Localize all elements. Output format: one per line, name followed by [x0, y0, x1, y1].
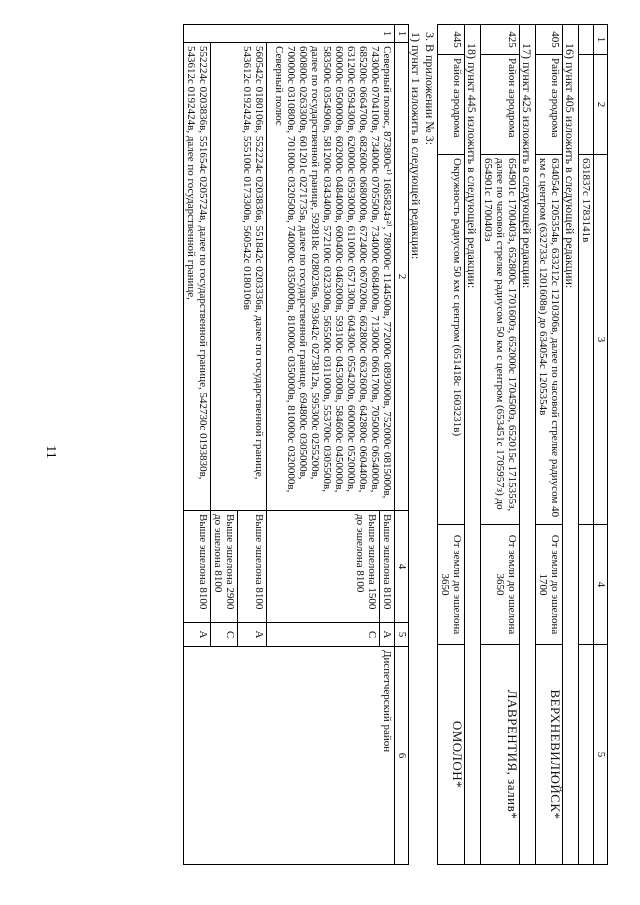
table1-col-header: 4: [594, 525, 608, 645]
airspace-table-1: [437, 24, 608, 865]
table-row: [481, 25, 520, 865]
rotated-page-content: [88, 24, 608, 864]
section-heading: 17) пункт 425 изложить в следующей редакции:: [520, 25, 536, 865]
table1-col-header: 2: [594, 55, 608, 155]
item-number: 405: [536, 25, 563, 55]
airfield-name: ВЕРХНЕВИЛЮЙСК*: [536, 645, 563, 865]
airfield-name: ЛАВРЕНТИЯ, залив*: [481, 645, 520, 865]
table1-header-row: [594, 25, 608, 865]
section-heading-row: [465, 25, 481, 865]
altitude-cell: Выше эшелона 2900 до эшелона 8100: [211, 511, 238, 623]
table-row: [380, 25, 395, 865]
section-title: 3. В приложении № 3:: [423, 32, 437, 146]
table-row: [438, 25, 465, 865]
coords-cell: 654901с 1700403з, 652800с 1701600з, 652000с 1704500з, 652015с 1715355з, далее по часовой стрелке радиусом 50 км с центром (653451с 1705957з) до 654901с 1700403з: [481, 155, 520, 525]
section-heading: 18) пункт 445 изложить в следующей редакции:: [465, 25, 481, 865]
page-number: 11: [43, 445, 58, 459]
table-row: [579, 25, 594, 865]
table1-col-header: 1: [594, 25, 608, 55]
item-number: 1: [184, 25, 395, 43]
table-row: [536, 25, 563, 865]
coords-cell: 634054с 1205354в, 633212с 1210306в, далее по часовой стрелке радиусом 40 км с центром (632733с 1201608в) до 634054с 1205354в: [536, 155, 563, 525]
coords-cell: 631837с 1783141в: [579, 155, 594, 525]
zone-name: Район аэродрома: [438, 55, 465, 155]
altitude-cell: От земли до эшелона 3650: [481, 525, 520, 645]
section-heading-row: [520, 25, 536, 865]
coords-cell: 552224с 0203836в, 551654с 0205724в, далее по государственной границе, 542730с 0193830в, 543612с 0192424в, далее по государственной границе,: [184, 43, 211, 511]
table2-col-header: 2: [395, 43, 409, 511]
airspace-table-2: [183, 24, 409, 865]
airfield-name: ОМОЛОН*: [438, 645, 465, 865]
table2-col-header: 1: [395, 25, 409, 43]
district-cell: Диспетчерский район: [184, 647, 395, 865]
table1-col-header: 5: [594, 645, 608, 865]
section-subtitle: 1) пункт 1 изложить в следующей редакции:: [409, 32, 423, 260]
altitude-cell: Выше эшелона 8100: [238, 511, 267, 623]
airspace-class: А: [184, 623, 211, 647]
section-heading: 16) пункт 405 изложить в следующей редакции:: [563, 25, 579, 865]
coords-cell: 560542с 0180106в, 552224с 0203836в, 551842с 0203336в, далее по государственной границе, 543612с 0192424в, 555100с 0173300в, 560542с 0180106в: [211, 43, 267, 511]
table1-col-header: 3: [594, 155, 608, 525]
altitude-cell: От земли до эшелона 3650: [438, 525, 465, 645]
zone-name: Район аэродрома: [536, 55, 563, 155]
item-number: 445: [438, 25, 465, 55]
table2-header-row: [395, 25, 409, 865]
table2-col-header: 4: [395, 511, 409, 623]
altitude-cell: От земли до эшелона 1700: [536, 525, 563, 645]
zone-name: Район аэродрома: [481, 55, 520, 155]
airspace-class: С: [211, 623, 238, 647]
coords-cell: Окружность радиусом 50 км с центром (651418с 1603231в): [438, 155, 465, 525]
altitude-cell: Выше эшелона 8100: [184, 511, 211, 623]
coords-cell: Северный полюс, 873800с¹⁾ 1685824з²⁾, 780000с 1144500в, 772000с 0893000в, 752000с 0815000в, 743000с 0704100в, 734000с 0705500в, 734000с 0684000в, 713000с 0661700в, 705000с 0654000в, 685200с 0664700в, 682600с 0680000в, 672400с 0670200в, 662800с 0632600в, 642800с 0604400в, 631200с 0594300в, 620000с 0593000в, 611000с 0571300в, 604300с 0554200в, 600000с 0520000в, 600000с 0500000в, 602000с 0484000в, 600400с 0462000в, 593100с 0453000в, 584600с 0450000в, 583500с 0354900в, 581200с 0343400в, 572100с 0323300в, 565500с 0311000в, 553700с 0305500в, далее по государственной границе, 592818с 0280236в, 593642с 0273812в, 595300с 0255200в, 600800с 0263300в, 601201с 0271735в, далее по государственной границе, 694800с 0305000в, 700000с 0310800в, 701000с 0320500в, 740000с 0350000в, 810000с 0350000в, 810000с 0320000в, Северный полюс: [267, 43, 395, 511]
altitude-cell: Выше эшелона 1500 до эшелона 8100: [267, 511, 380, 623]
table2-col-header: 5: [395, 623, 409, 647]
altitude-cell: Выше эшелона 8100: [380, 511, 395, 623]
airspace-class: А: [238, 623, 267, 647]
airspace-class: А: [380, 623, 395, 647]
table2-col-header: 6: [395, 647, 409, 865]
section-heading-row: [563, 25, 579, 865]
airspace-class: С: [267, 623, 380, 647]
item-number: 425: [481, 25, 520, 55]
